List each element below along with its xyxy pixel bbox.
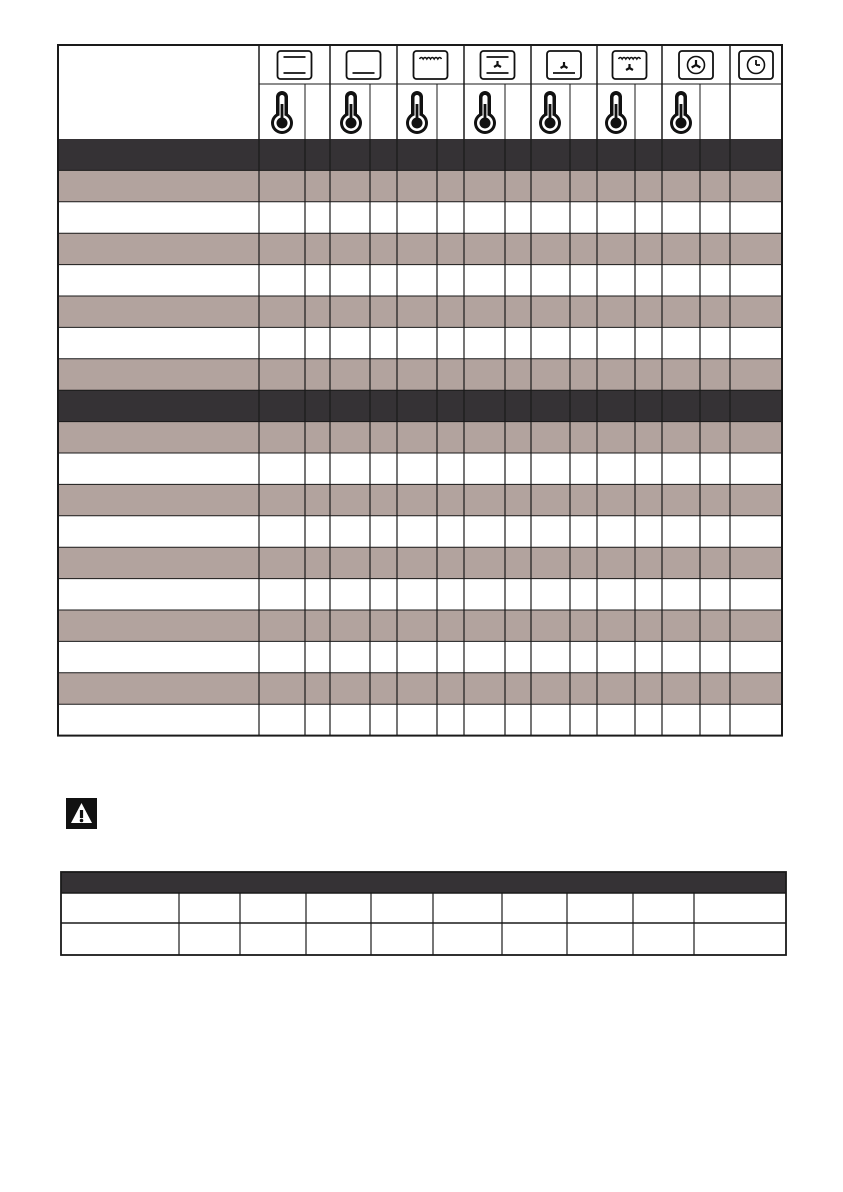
warning-icon-dot xyxy=(80,819,84,823)
table-row xyxy=(58,516,782,547)
table-row xyxy=(58,170,782,201)
table-row xyxy=(58,202,782,233)
table-row xyxy=(58,484,782,515)
conversion-row xyxy=(61,872,786,893)
table-row xyxy=(58,579,782,610)
table-row xyxy=(58,390,782,421)
table-row xyxy=(58,139,782,170)
conversion-row xyxy=(61,893,786,923)
bottom-heat-icon xyxy=(347,51,381,79)
warning-icon-mark xyxy=(80,810,83,818)
conversion-table xyxy=(61,872,786,955)
table-row xyxy=(58,233,782,264)
fan-heat-icon xyxy=(547,51,581,79)
table-row xyxy=(58,610,782,641)
conversion-row xyxy=(61,923,786,955)
timer-icon xyxy=(739,51,773,79)
fan-grill-icon xyxy=(613,51,647,79)
table-row xyxy=(58,359,782,390)
circular-fan-icon xyxy=(679,51,713,79)
grill-icon xyxy=(414,51,448,79)
warning-note xyxy=(66,798,97,829)
table-row xyxy=(58,327,782,358)
fan-bottom-heat-icon xyxy=(481,51,515,79)
table-row xyxy=(58,296,782,327)
table-row xyxy=(58,422,782,453)
table-row xyxy=(58,673,782,704)
table-row xyxy=(58,704,782,735)
table-row xyxy=(58,641,782,672)
top-bottom-heat-icon xyxy=(278,51,312,79)
table-row xyxy=(58,547,782,578)
cooking-table xyxy=(58,45,782,736)
table-row xyxy=(58,265,782,296)
table-row xyxy=(58,453,782,484)
